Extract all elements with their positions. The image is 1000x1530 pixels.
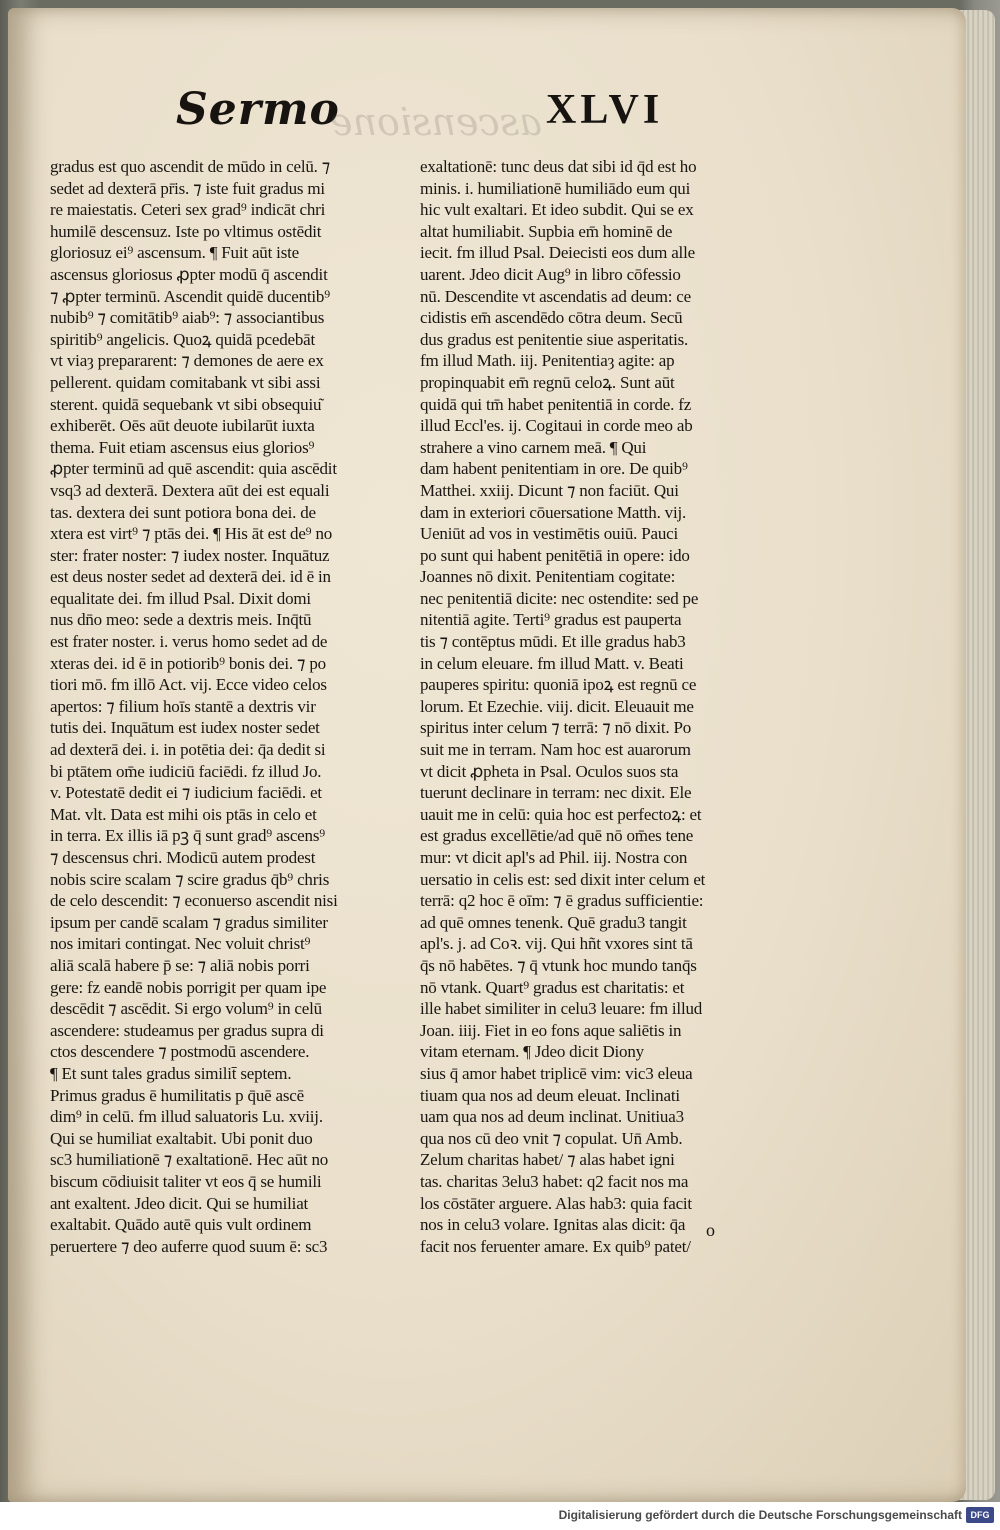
running-title: Sermo xyxy=(176,84,340,135)
text-line: exhiberēt. Oēs aūt deuote iubilarūt iuxta xyxy=(50,416,315,436)
text-line: thema. Fuit etiam ascensus eius glorios⁹ xyxy=(50,437,315,457)
text-line: po sunt qui habent penitētiā in opere: ido xyxy=(420,545,690,565)
text-line: apl's. j. ad Coꝛ. vij. Qui hñt vxores sint tā xyxy=(420,934,693,954)
text-line: v. Potestatē dedit ei ⁊ iudicium faciēdi. et xyxy=(50,783,322,803)
text-line: ⁊ ꝓpter terminū. Ascendit quidē ducentib⁹ xyxy=(50,286,330,306)
text-line: ctos descendere ⁊ postmodū ascendere. xyxy=(50,1042,310,1062)
text-line: uauit me in celū: quia hoc est perfectoꝝ: et xyxy=(420,804,702,824)
text-line: ꝓpter terminū ad quē ascendit: quia ascēdit xyxy=(50,459,337,479)
text-line: tiuam qua nos ad deum eleuat. Inclinati xyxy=(420,1085,680,1105)
text-line: nitentiā agite. Terti⁹ gradus est pauperta xyxy=(420,610,682,630)
text-line: ad dexterā dei. i. in potētia dei: q̄a dedit si xyxy=(50,740,326,760)
text-line: hic vult exaltari. Et ideo subdit. Qui se ex xyxy=(420,200,694,220)
text-line: nos imitari contingat. Nec voluit christ⁹ xyxy=(50,934,311,954)
text-line: Primus gradus ē humilitatis p q̄uē ascē xyxy=(50,1085,304,1105)
text-line: xteras dei. id ē in potiorib⁹ bonis dei. ⁊ po xyxy=(50,653,326,673)
text-line: Zelum charitas habet/ ⁊ alas habet igni xyxy=(420,1150,675,1170)
text-line: propinquabit em̄ regnū celoꝝ. Sunt aūt xyxy=(420,372,675,392)
text-line: equalitate dei. fm illud Psal. Dixit domi xyxy=(50,588,311,608)
show-through-text: ascensione xyxy=(330,100,542,144)
text-line: re maiestatis. Ceteri sex grad⁹ indicāt chri xyxy=(50,200,326,220)
text-line: Qui se humiliat exaltabit. Ubi ponit duo xyxy=(50,1128,313,1148)
text-line: nos in celu3 volare. Ignitas alas dicit: q̄a xyxy=(420,1215,686,1235)
text-line: tas. dextera dei sunt potiora bona dei. de xyxy=(50,502,316,522)
text-line: in terra. Ex illis iā pꝫ q̄ sunt grad⁹ ascens⁹ xyxy=(50,826,325,846)
text-line: los cōstāter arguere. Alas hab3: quia facit xyxy=(420,1193,692,1213)
text-line: Joan. iiij. Fiet in eo fons aque saliētis in xyxy=(420,1020,682,1040)
text-line: descēdit ⁊ ascēdit. Si ergo volum⁹ in celū xyxy=(50,999,322,1019)
text-line: tiori mō. fm illō Act. vij. Ecce video celos xyxy=(50,675,327,695)
text-line: ipsum per candē scalam ⁊ gradus similiter xyxy=(50,912,328,932)
text-line: sedet ad dexterā pr̄is. ⁊ iste fuit gradus mi xyxy=(50,178,325,198)
left-text-column xyxy=(50,156,395,1257)
text-line: humilē descensuz. Iste po vltimus ostēdit xyxy=(50,221,322,241)
text-line: suit me in terram. Nam hoc est auarorum xyxy=(420,740,691,760)
text-line: dam in exteriori cōuersatione Matth. vij. xyxy=(420,502,687,522)
text-line: gere: fz eandē nobis porrigit per quam ipe xyxy=(50,977,327,997)
text-line: dim⁹ in celū. fm illud saluatoris Lu. xviij. xyxy=(50,1107,323,1127)
text-line: vt viaȝ prepararent: ⁊ demones de aere ex xyxy=(50,351,324,371)
text-line: Joannes nō dixit. Penitentiam cogitate: xyxy=(420,567,676,587)
dfg-logo: DFG xyxy=(966,1507,994,1523)
text-line: de celo descendit: ⁊ econuerso ascendit nisi xyxy=(50,891,338,911)
text-line: sc3 humiliationē ⁊ exaltationē. Hec aūt no xyxy=(50,1150,329,1170)
text-line: tuerunt declinare in terram: nec dixit. Ele xyxy=(420,783,692,803)
text-line: qua nos cū deo vnit ⁊ copulat. Un̄ Amb. xyxy=(420,1128,683,1148)
page-header xyxy=(8,78,966,148)
text-line: gradus est quo ascendit de mūdo in celū. ⁊ xyxy=(50,157,331,176)
text-line: uarent. Jdeo dicit Aug⁹ in libro cōfessio xyxy=(420,264,681,284)
text-line: dam habent penitentiam in ore. De quib⁹ xyxy=(420,459,688,479)
text-line: est gradus excellētie/ad quē nō om̄es tene xyxy=(420,826,694,846)
folio-number: XLVI xyxy=(546,87,664,133)
text-line: Mat. vlt. Data est mihi ois ptās in celo et xyxy=(50,804,317,824)
text-line: ascendere: studeamus per gradus supra di xyxy=(50,1020,324,1040)
text-line: exaltationē: tunc deus dat sibi id q̄d est ho xyxy=(420,157,697,176)
text-line: q̄s nō habētes. ⁊ q̄ vtunk hoc mundo tanq̄s xyxy=(420,955,697,975)
text-line: spiritus inter celum ⁊ terrā: ⁊ nō dixit. Po xyxy=(420,718,692,738)
digitization-footer xyxy=(0,1502,1000,1530)
text-line: strahere a vino carnem meā. ¶ Qui xyxy=(420,437,647,457)
text-line: pellerent. quidam comitabank vt sibi assi xyxy=(50,372,321,392)
text-line: biscum cōdiuisit taliter vt eos q̄ se humili xyxy=(50,1171,322,1191)
text-line: altat humiliabit. Supbia em̄ hominē de xyxy=(420,221,673,241)
text-line: mur: vt dicit apl's ad Phil. iij. Nostra con xyxy=(420,848,688,867)
funding-credit: Digitalisierung gefördert durch die Deutsche Forschungsgemeinschaft xyxy=(558,1508,962,1522)
text-line: lorum. Et Ezechie. viij. dicit. Eleuauit me xyxy=(420,696,694,716)
text-line: exaltabit. Quādo autē quis vult ordinem xyxy=(50,1215,312,1235)
text-line: ster: frater noster: ⁊ iudex noster. Inquātuz xyxy=(50,545,330,565)
text-line: in celum eleuare. fm illud Matt. v. Beati xyxy=(420,653,684,673)
text-line: vt dicit ꝓpheta in Psal. Oculos suos sta xyxy=(420,761,679,781)
text-line: cidistis em̄ ascendēdo cōtra deum. Secū xyxy=(420,308,683,328)
text-line: tutis dei. Inquātum est iudex noster sedet xyxy=(50,718,320,738)
text-line: facit nos feruenter amare. Ex quib⁹ patet/ xyxy=(420,1236,691,1256)
text-line: sterent. quidā sequebank vt sibi obsequiu͂ xyxy=(50,394,322,414)
text-line: aliā scalā habere p̄ se: ⁊ aliā nobis porri xyxy=(50,955,310,975)
text-line: est frater noster. i. verus homo sedet ad de xyxy=(50,632,328,652)
text-line: ascensus gloriosus ꝓpter modū q̄ ascendit xyxy=(50,264,328,284)
text-line: nubib⁹ ⁊ comitātib⁹ aiab⁹: ⁊ associantibus xyxy=(50,308,325,328)
text-line: peruertere ⁊ deo auferre quod suum ē: sc3 xyxy=(50,1236,328,1256)
signature-mark: o xyxy=(706,1220,715,1240)
text-line: nec penitentiā dicite: nec ostendite: sed pe xyxy=(420,588,699,608)
text-line: minis. i. humiliationē humiliādo eum qui xyxy=(420,178,691,198)
text-line: gloriosuz ei⁹ ascensum. ¶ Fuit aūt iste xyxy=(50,243,299,263)
text-line: ille habet similiter in celu3 leuare: fm illud xyxy=(420,999,703,1019)
text-line: est deus noster sedet ad dexterā dei. id ē in xyxy=(50,567,331,587)
text-line: spiritib⁹ angelicis. Quoꝝ quidā pcedebāt xyxy=(50,329,316,349)
text-line: terrā: q2 hoc ē oīm: ⁊ ē gradus sufficientie: xyxy=(420,891,704,911)
text-line: nobis scire scalam ⁊ scire gradus q̄b⁹ chris xyxy=(50,869,330,889)
text-line: uersatio in celis est: sed dixit inter celum et xyxy=(420,869,706,889)
text-line: nus dn̄o meo: sede a dextris meis. Inq̄tū xyxy=(50,610,312,630)
text-line: bi ptātem om̄e iudiciū faciēdi. fz illud Jo. xyxy=(50,761,322,781)
text-line: uam qua nos ad deum inclinat. Unitiua3 xyxy=(420,1107,684,1127)
text-line: ad quē omnes tenenk. Quē gradu3 tangit xyxy=(420,912,687,932)
text-line: Matthei. xxiij. Dicunt ⁊ non faciūt. Qui xyxy=(420,480,679,500)
text-line: fm illud Math. iij. Penitentiaȝ agite: ap xyxy=(420,351,675,371)
text-line: iecit. fm illud Psal. Deiecisti eos dum alle xyxy=(420,243,695,263)
text-line: vsq3 ad dexterā. Dextera aūt dei est equali xyxy=(50,480,330,500)
text-line: ¶ Et sunt tales gradus similit̄ septem. xyxy=(50,1063,292,1083)
book-page xyxy=(8,8,966,1502)
text-line: illud Eccl'es. ij. Cogitaui in corde meo ab xyxy=(420,416,693,436)
text-line: ant exaltent. Jdeo dicit. Qui se humiliat xyxy=(50,1193,309,1213)
text-line: nū. Descendite vt ascendatis ad deum: ce xyxy=(420,286,691,306)
text-line: quidā qui tm̄ habet penitentiā in corde. fz xyxy=(420,394,692,414)
text-line: xtera est virt⁹ ⁊ ptās dei. ¶ His āt est de⁹ no xyxy=(50,524,333,544)
text-line: pauperes spiritu: quoniā ipoꝝ est regnū ce xyxy=(420,675,697,695)
text-line: apertos: ⁊ filium hoīs stantē a dextris vir xyxy=(50,696,316,716)
text-line: tas. charitas 3elu3 habet: q2 facit nos ma xyxy=(420,1171,689,1191)
text-line: tis ⁊ contēptus mūdi. Et ille gradus hab3 xyxy=(420,632,686,652)
right-text-column xyxy=(420,156,780,1257)
text-line: sius q̄ amor habet triplicē vim: vic3 eleua xyxy=(420,1063,693,1083)
text-line: nō vtank. Quart⁹ gradus est charitatis: et xyxy=(420,977,685,997)
text-line: Ueniūt ad vos in vestimētis ouiū. Pauci xyxy=(420,524,679,544)
text-line: ⁊ descensus chri. Modicū autem prodest xyxy=(50,848,316,867)
text-line: vitam eternam. ¶ Jdeo dicit Diony xyxy=(420,1042,644,1062)
text-line: dus gradus est penitentie siue asperitatis. xyxy=(420,329,689,349)
